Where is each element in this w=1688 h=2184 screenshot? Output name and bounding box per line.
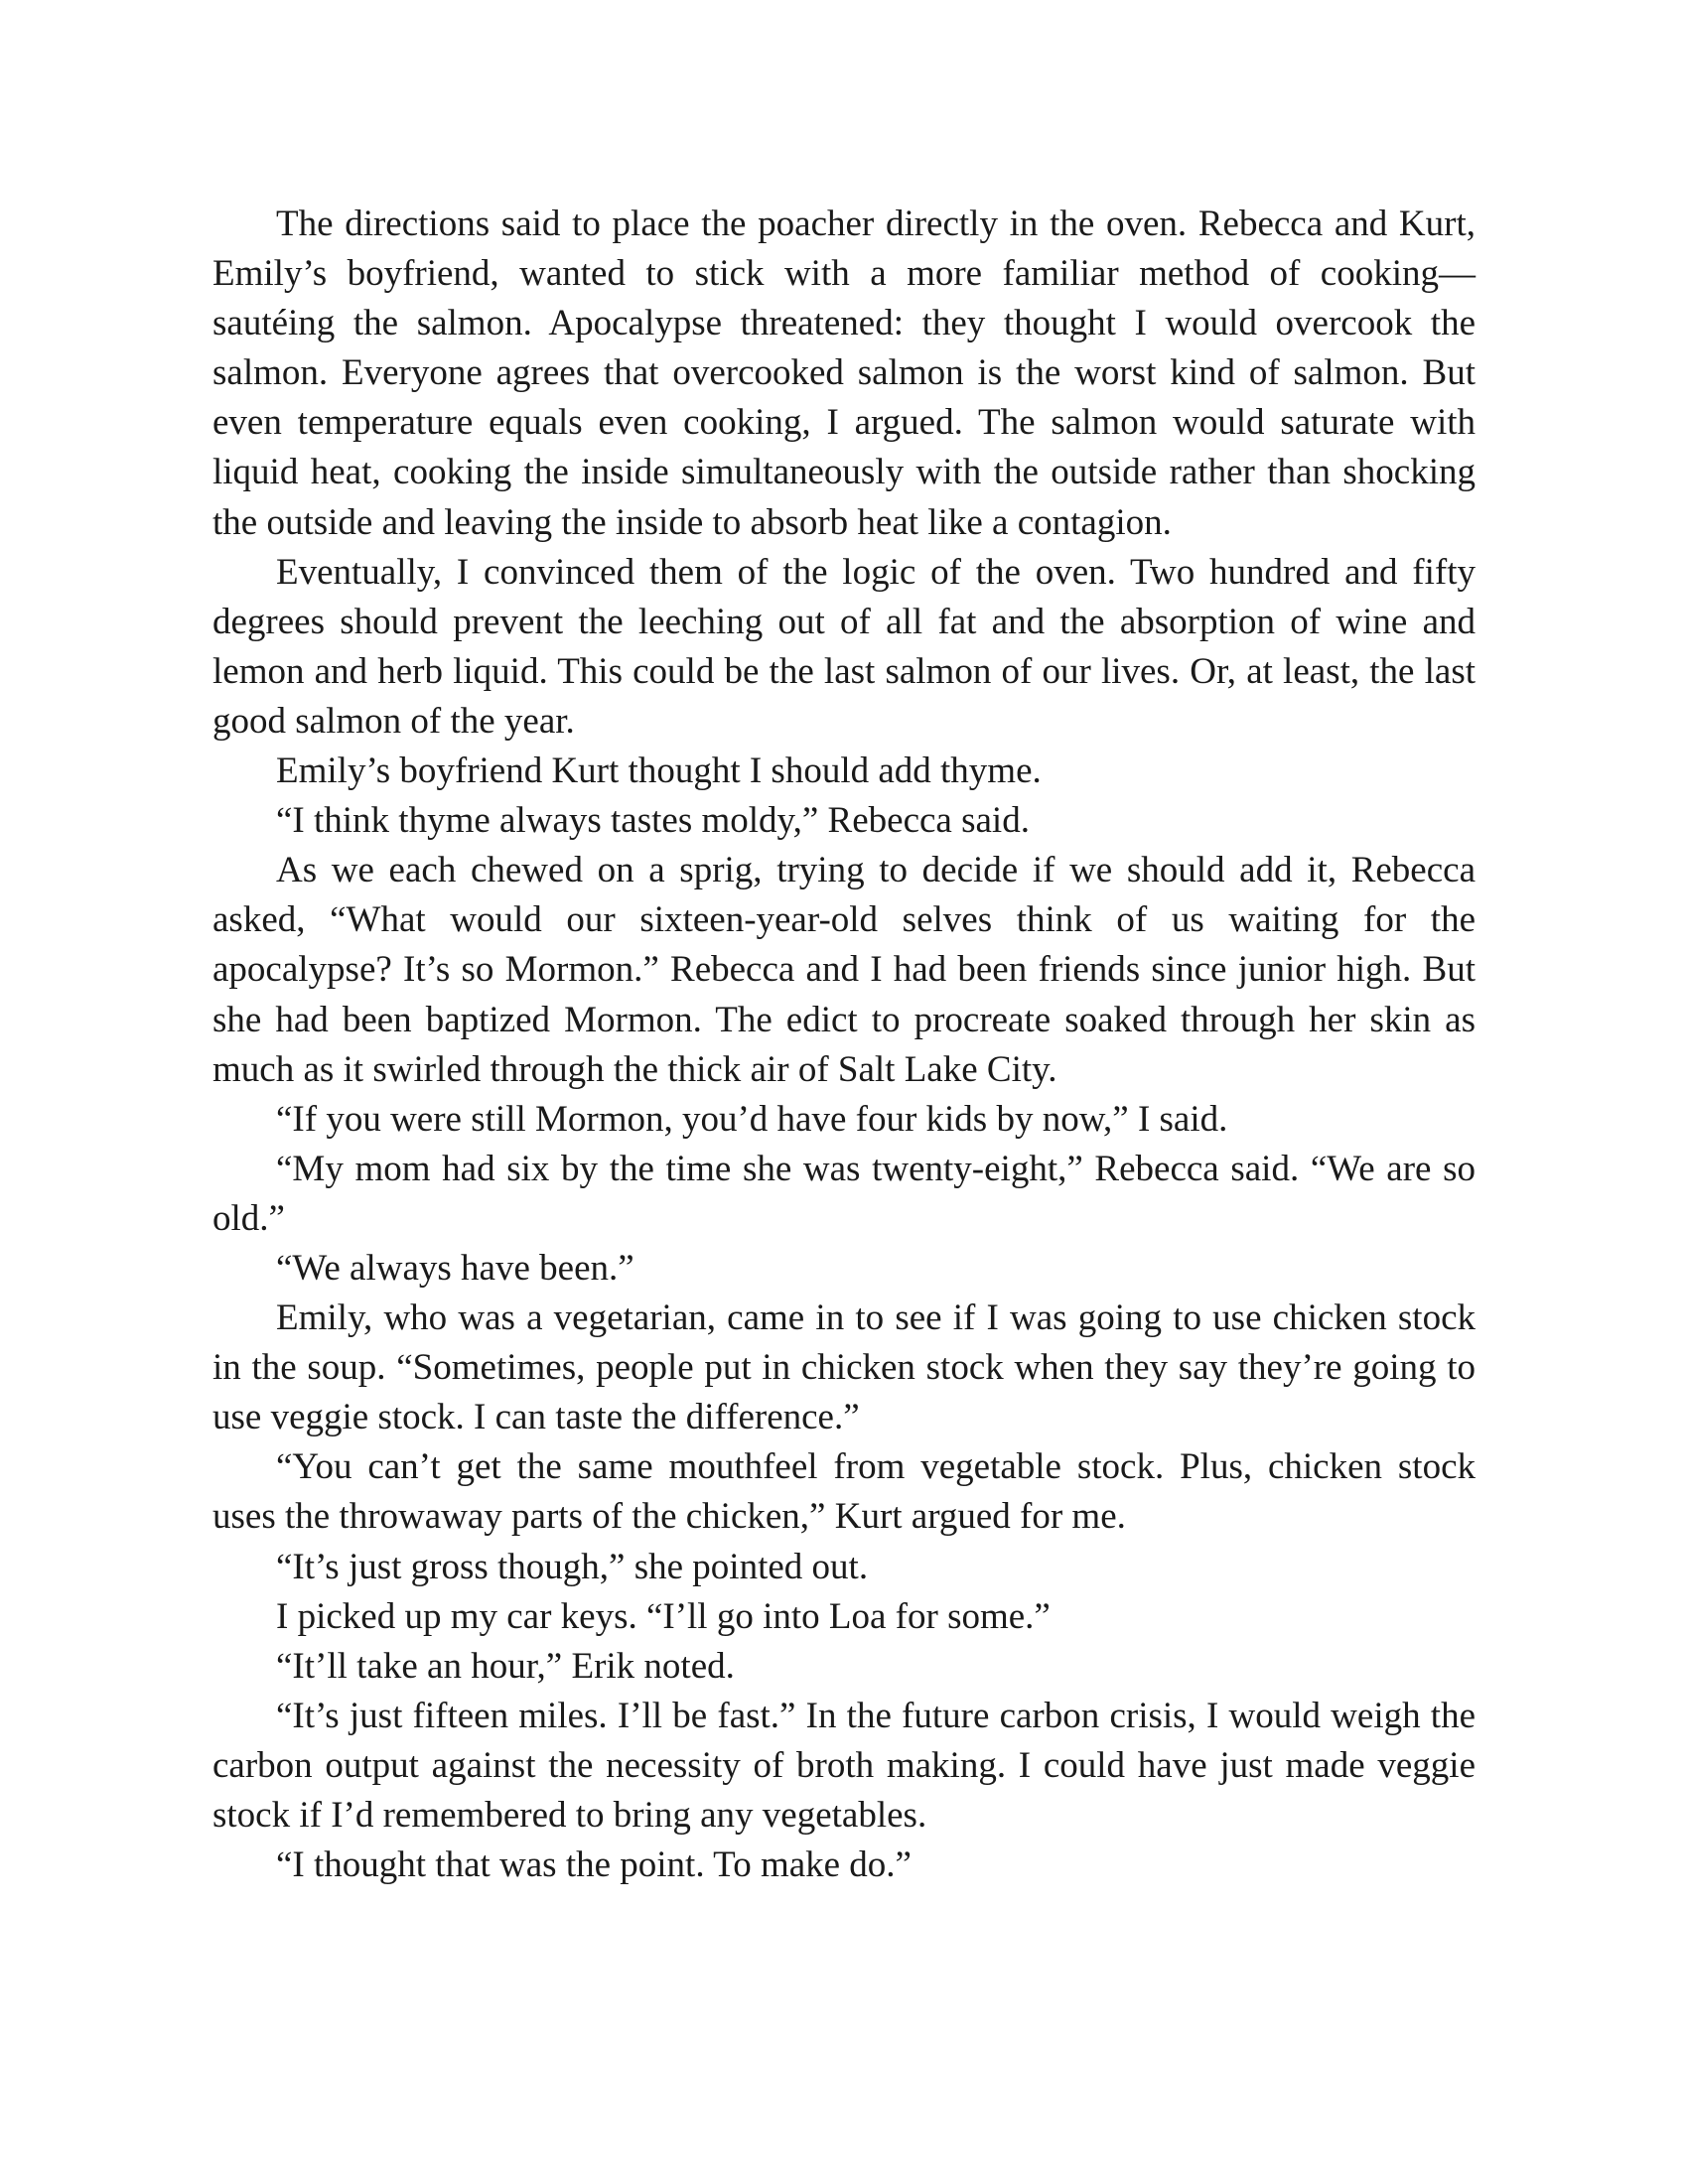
paragraph: “You can’t get the same mouthfeel from vegetable stock. Plus, chicken stock uses the throwaway parts of the chicken,” Kurt argued for me. [212,1446,1476,1538]
paragraph: “My mom had six by the time she was twenty-eight,” Rebecca said. “We are so old.” [212,1148,1476,1239]
paragraph: Emily, who was a vegetarian, came in to see if I was going to use chicken stock in the soup. “Sometimes, people put in chicken stock when they say they’re going to use veggie stock. I can taste the difference.” [212,1297,1476,1438]
paragraph: “It’s just fifteen miles. I’ll be fast.” In the future carbon crisis, I would weigh the carbon output against the necessity of broth making. I could have just made veggie stock if I’d remembered to bring any vegetables. [212,1695,1476,1836]
paragraph: “If you were still Mormon, you’d have four kids by now,” I said. [276,1098,1228,1140]
paragraph: “I thought that was the point. To make do.” [276,1844,912,1886]
paragraph: Eventually, I convinced them of the logic of the oven. Two hundred and fifty degrees should prevent the leeching out of all fat and the absorption of wine and lemon and herb liquid. This could be the last salmon of our lives. Or, at least, the last good salmon of the year. [212,551,1476,742]
paragraph: Emily’s boyfriend Kurt thought I should add thyme. [276,751,1042,792]
paragraph: “It’ll take an hour,” Erik noted. [276,1645,735,1687]
paragraph: As we each chewed on a sprig, trying to decide if we should add it, Rebecca asked, “What would our sixteen-year-old selves think of us waiting for the apocalypse? It’s so Mormon.” Rebecca and I had been friends since junior high. But she had been baptized Mormon. The edict to procreate soaked through her skin as much as it swirled through the thick air of Salt Lake City. [212,850,1476,1090]
paragraph: “I think thyme always tastes moldy,” Rebecca said. [276,800,1030,842]
paragraph: “We always have been.” [276,1247,634,1289]
body-text [212,200,1476,1890]
paragraph: “It’s just gross though,” she pointed out. [276,1546,869,1587]
paragraph: The directions said to place the poacher directly in the oven. Rebecca and Kurt, Emily’s boyfriend, wanted to stick with a more familiar method of cooking—sautéing the salmon. Apocalypse threatened: they thought I would overcook the salmon. Everyone agrees that overcooked salmon is the worst kind of salmon. But even temperature equals even cooking, I argued. The salmon would saturate with liquid heat, cooking the inside simultaneously with the outside rather than shocking the outside and leaving the inside to absorb heat like a contagion. [212,204,1476,543]
paragraph: I picked up my car keys. “I’ll go into Loa for some.” [276,1595,1051,1637]
